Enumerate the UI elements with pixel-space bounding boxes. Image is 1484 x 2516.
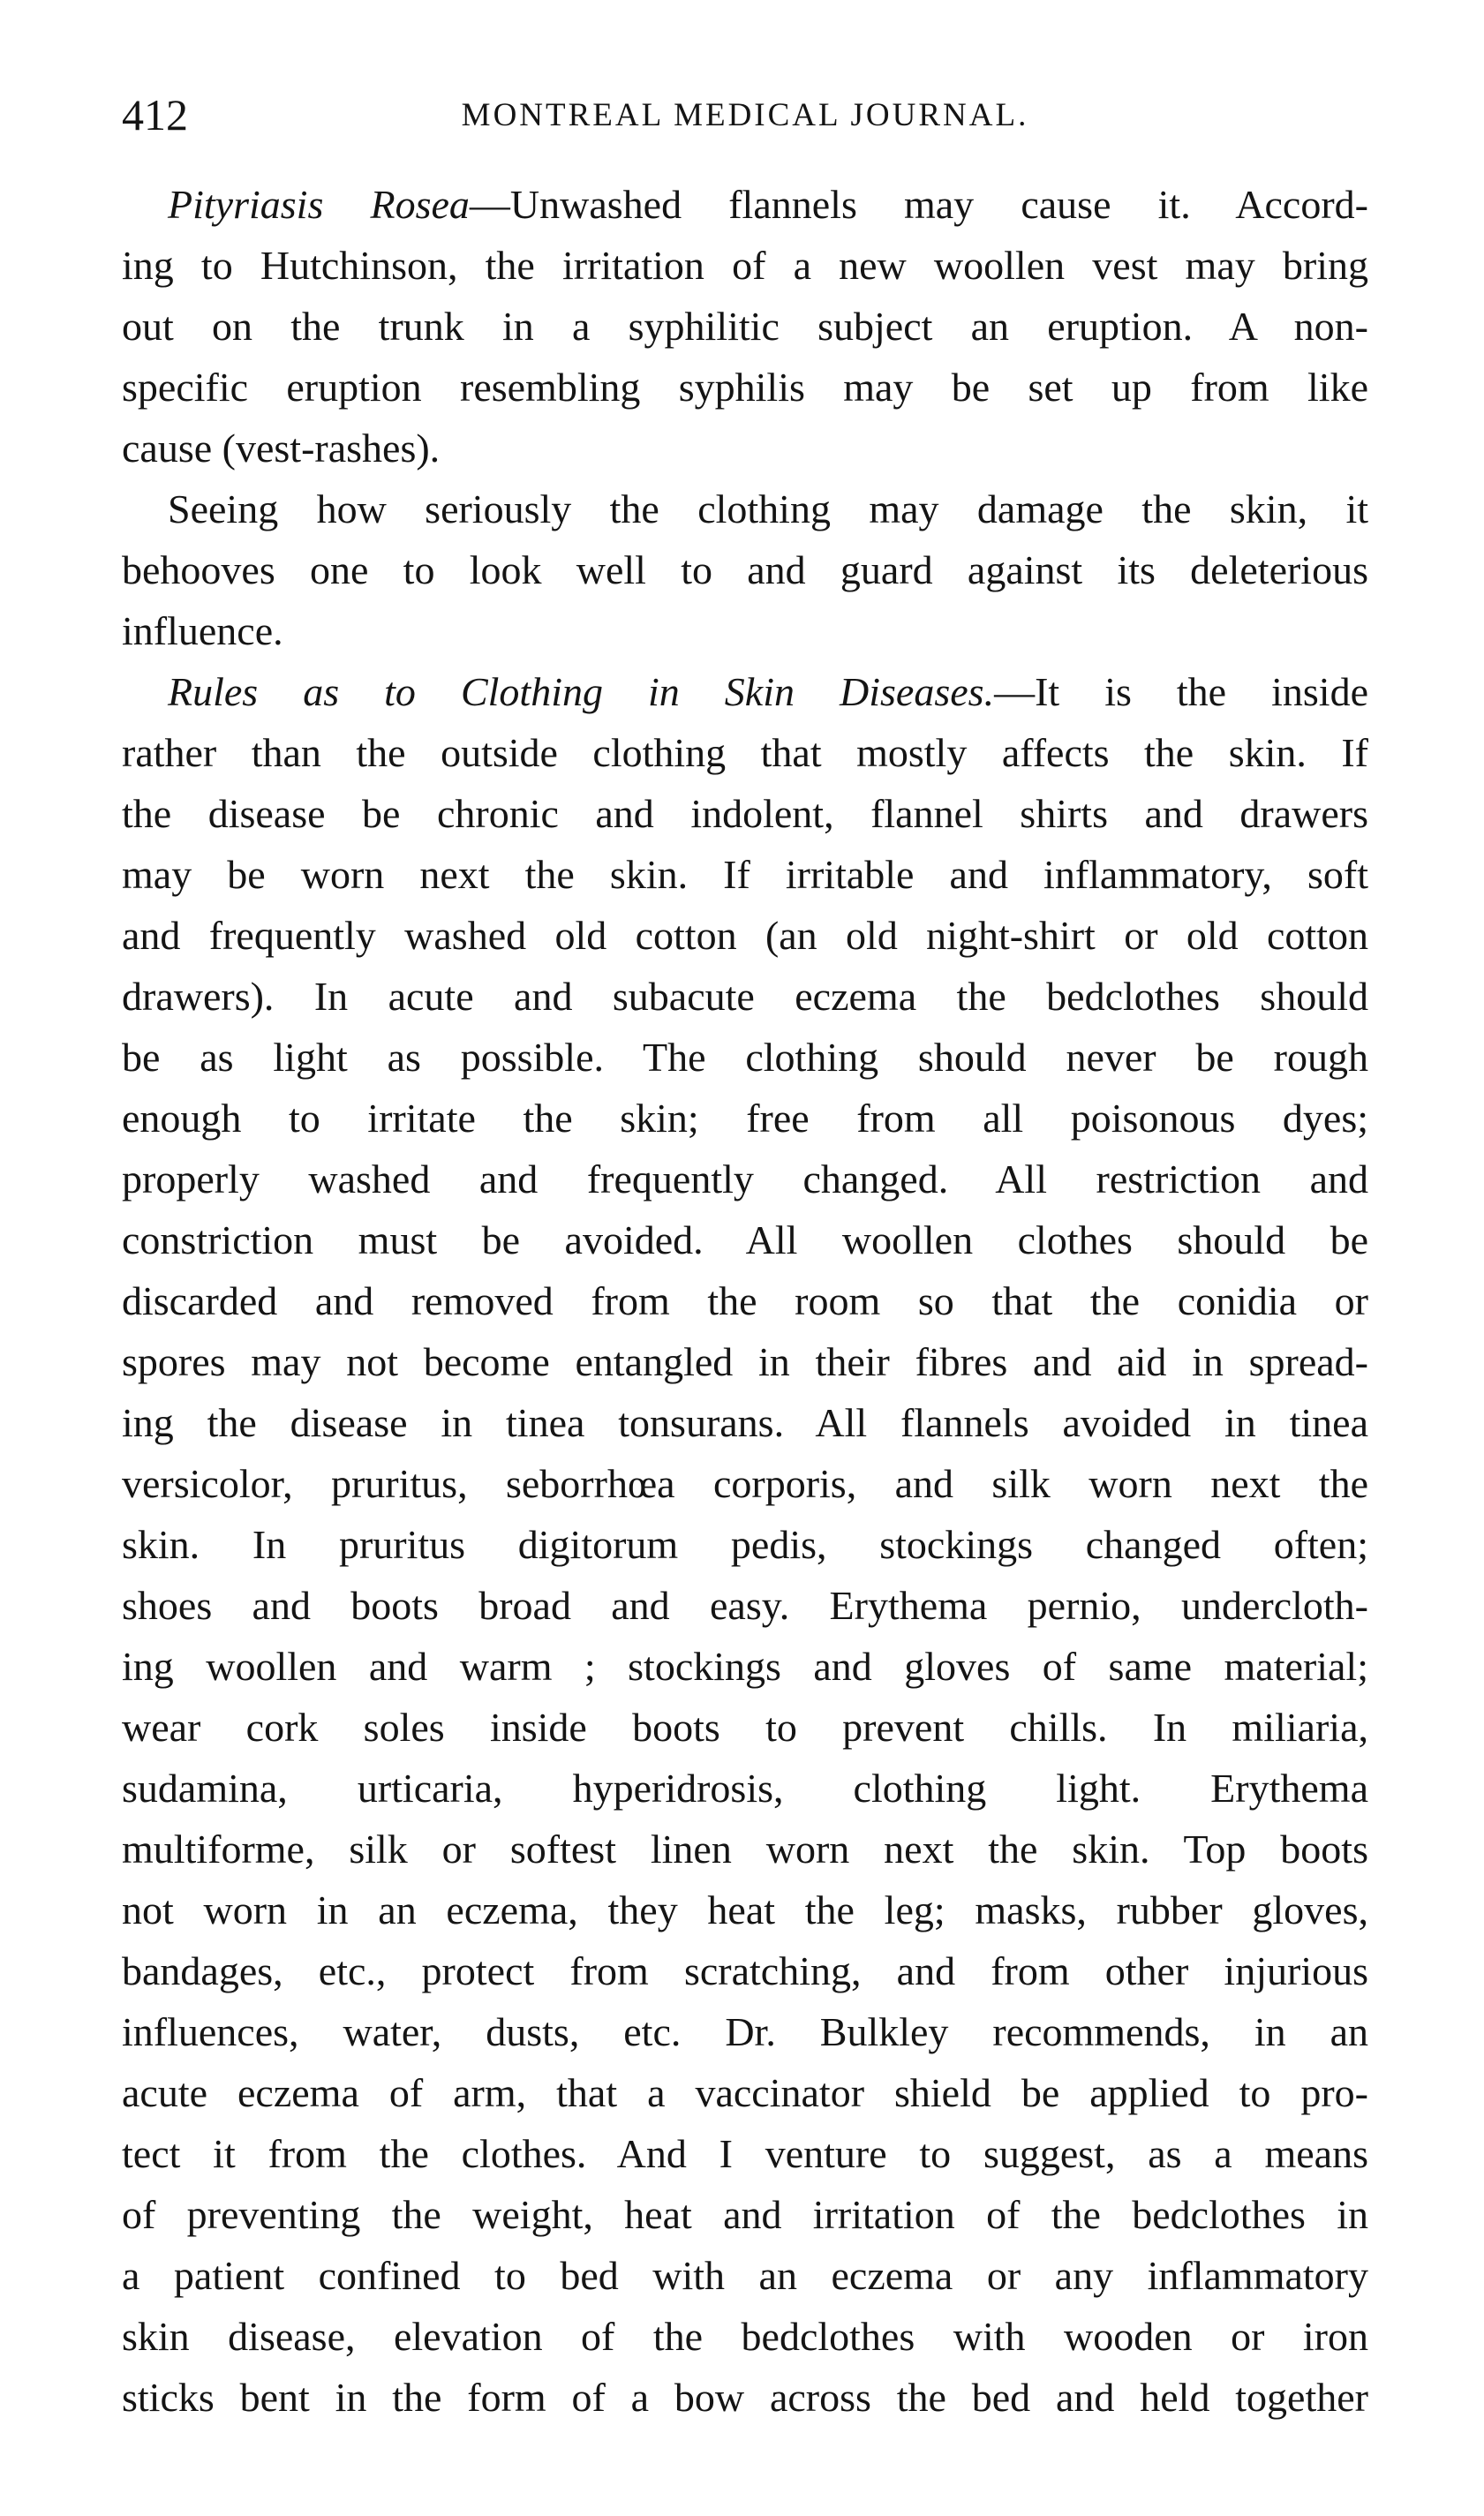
text-line: skin disease, elevation of the bedclothes with wooden or iron xyxy=(122,2314,1368,2359)
text-line: influence. xyxy=(122,608,283,653)
text-line: ing to Hutchinson, the irritation of a new woollen vest may bring xyxy=(122,243,1368,288)
text-line: and frequently washed old cotton (an old night-shirt or old cotton xyxy=(122,913,1368,958)
text-line: versicolor, pruritus, seborrhœa corporis, and silk worn next the xyxy=(122,1461,1368,1506)
text-line: bandages, etc., protect from scratching, and from other injurious xyxy=(122,1948,1368,1993)
text-line: Seeing how seriously the clothing may damage the skin, it xyxy=(168,486,1368,531)
text-line: Pityriasis Rosea—Unwashed flannels may cause it. Accord- xyxy=(168,182,1368,227)
page-number: 412 xyxy=(122,90,188,139)
text-line: skin. In pruritus digitorum pedis, stockings changed often; xyxy=(122,1522,1368,1567)
text-line: spores may not become entangled in their fibres and aid in spread- xyxy=(122,1339,1368,1384)
text-line: a patient confined to bed with an eczema or any inflammatory xyxy=(122,2253,1368,2298)
text-line: sudamina, urticaria, hyperidrosis, clothing light. Erythema xyxy=(122,1766,1368,1811)
text-line: Rules as to Clothing in Skin Diseases.—It is the inside xyxy=(168,669,1369,714)
text-line: properly washed and frequently changed. All restriction and xyxy=(122,1156,1368,1202)
text-line: behooves one to look well to and guard against its deleterious xyxy=(122,547,1368,592)
text-line: drawers). In acute and subacute eczema the bedclothes should xyxy=(122,974,1368,1019)
running-head xyxy=(122,88,1368,141)
text-line: constriction must be avoided. All woollen clothes should be xyxy=(122,1217,1368,1262)
text-line: out on the trunk in a syphilitic subject an eruption. A non- xyxy=(122,304,1368,349)
text-line: of preventing the weight, heat and irritation of the bedclothes in xyxy=(122,2192,1368,2237)
text-line: acute eczema of arm, that a vaccinator shield be applied to pro- xyxy=(122,2070,1368,2115)
text-line: not worn in an eczema, they heat the leg; masks, rubber gloves, xyxy=(122,1887,1368,1932)
text-line: cause (vest-rashes). xyxy=(122,426,441,471)
text-line: enough to irritate the skin; free from all poisonous dyes; xyxy=(122,1096,1368,1141)
body-text xyxy=(122,174,1368,2428)
text-line: be as light as possible. The clothing should never be rough xyxy=(122,1035,1368,1080)
text-line: tect it from the clothes. And I venture to suggest, as a means xyxy=(122,2131,1368,2176)
text-line: discarded and removed from the room so that the conidia or xyxy=(122,1278,1368,1323)
section-heading-pityriasis-rosea: Pityriasis Rosea xyxy=(168,182,470,227)
text-line: ing woollen and warm ; stockings and gloves of same material; xyxy=(122,1644,1368,1689)
text-line: influences, water, dusts, etc. Dr. Bulkley recommends, in an xyxy=(122,2009,1368,2054)
text-line: rather than the outside clothing that mostly affects the skin. If xyxy=(122,730,1368,775)
journal-page xyxy=(122,0,1368,2516)
text-line: specific eruption resembling syphilis may be set up from like xyxy=(122,365,1368,410)
section-heading-rules-clothing: Rules as to Clothing in Skin Diseases. xyxy=(168,669,995,714)
text-line: the disease be chronic and indolent, flannel shirts and drawers xyxy=(122,791,1368,836)
text-line: shoes and boots broad and easy. Erythema pernio, undercloth- xyxy=(122,1583,1368,1628)
text-line: wear cork soles inside boots to prevent chills. In miliaria, xyxy=(122,1705,1368,1750)
text-line: sticks bent in the form of a bow across the bed and held together xyxy=(122,2375,1368,2420)
journal-title: MONTREAL MEDICAL JOURNAL. xyxy=(461,97,1029,133)
text-line: ing the disease in tinea tonsurans. All flannels avoided in tinea xyxy=(122,1400,1368,1445)
text-line: may be worn next the skin. If irritable and inflammatory, soft xyxy=(122,852,1368,897)
text-line: multiforme, silk or softest linen worn next the skin. Top boots xyxy=(122,1827,1368,1872)
